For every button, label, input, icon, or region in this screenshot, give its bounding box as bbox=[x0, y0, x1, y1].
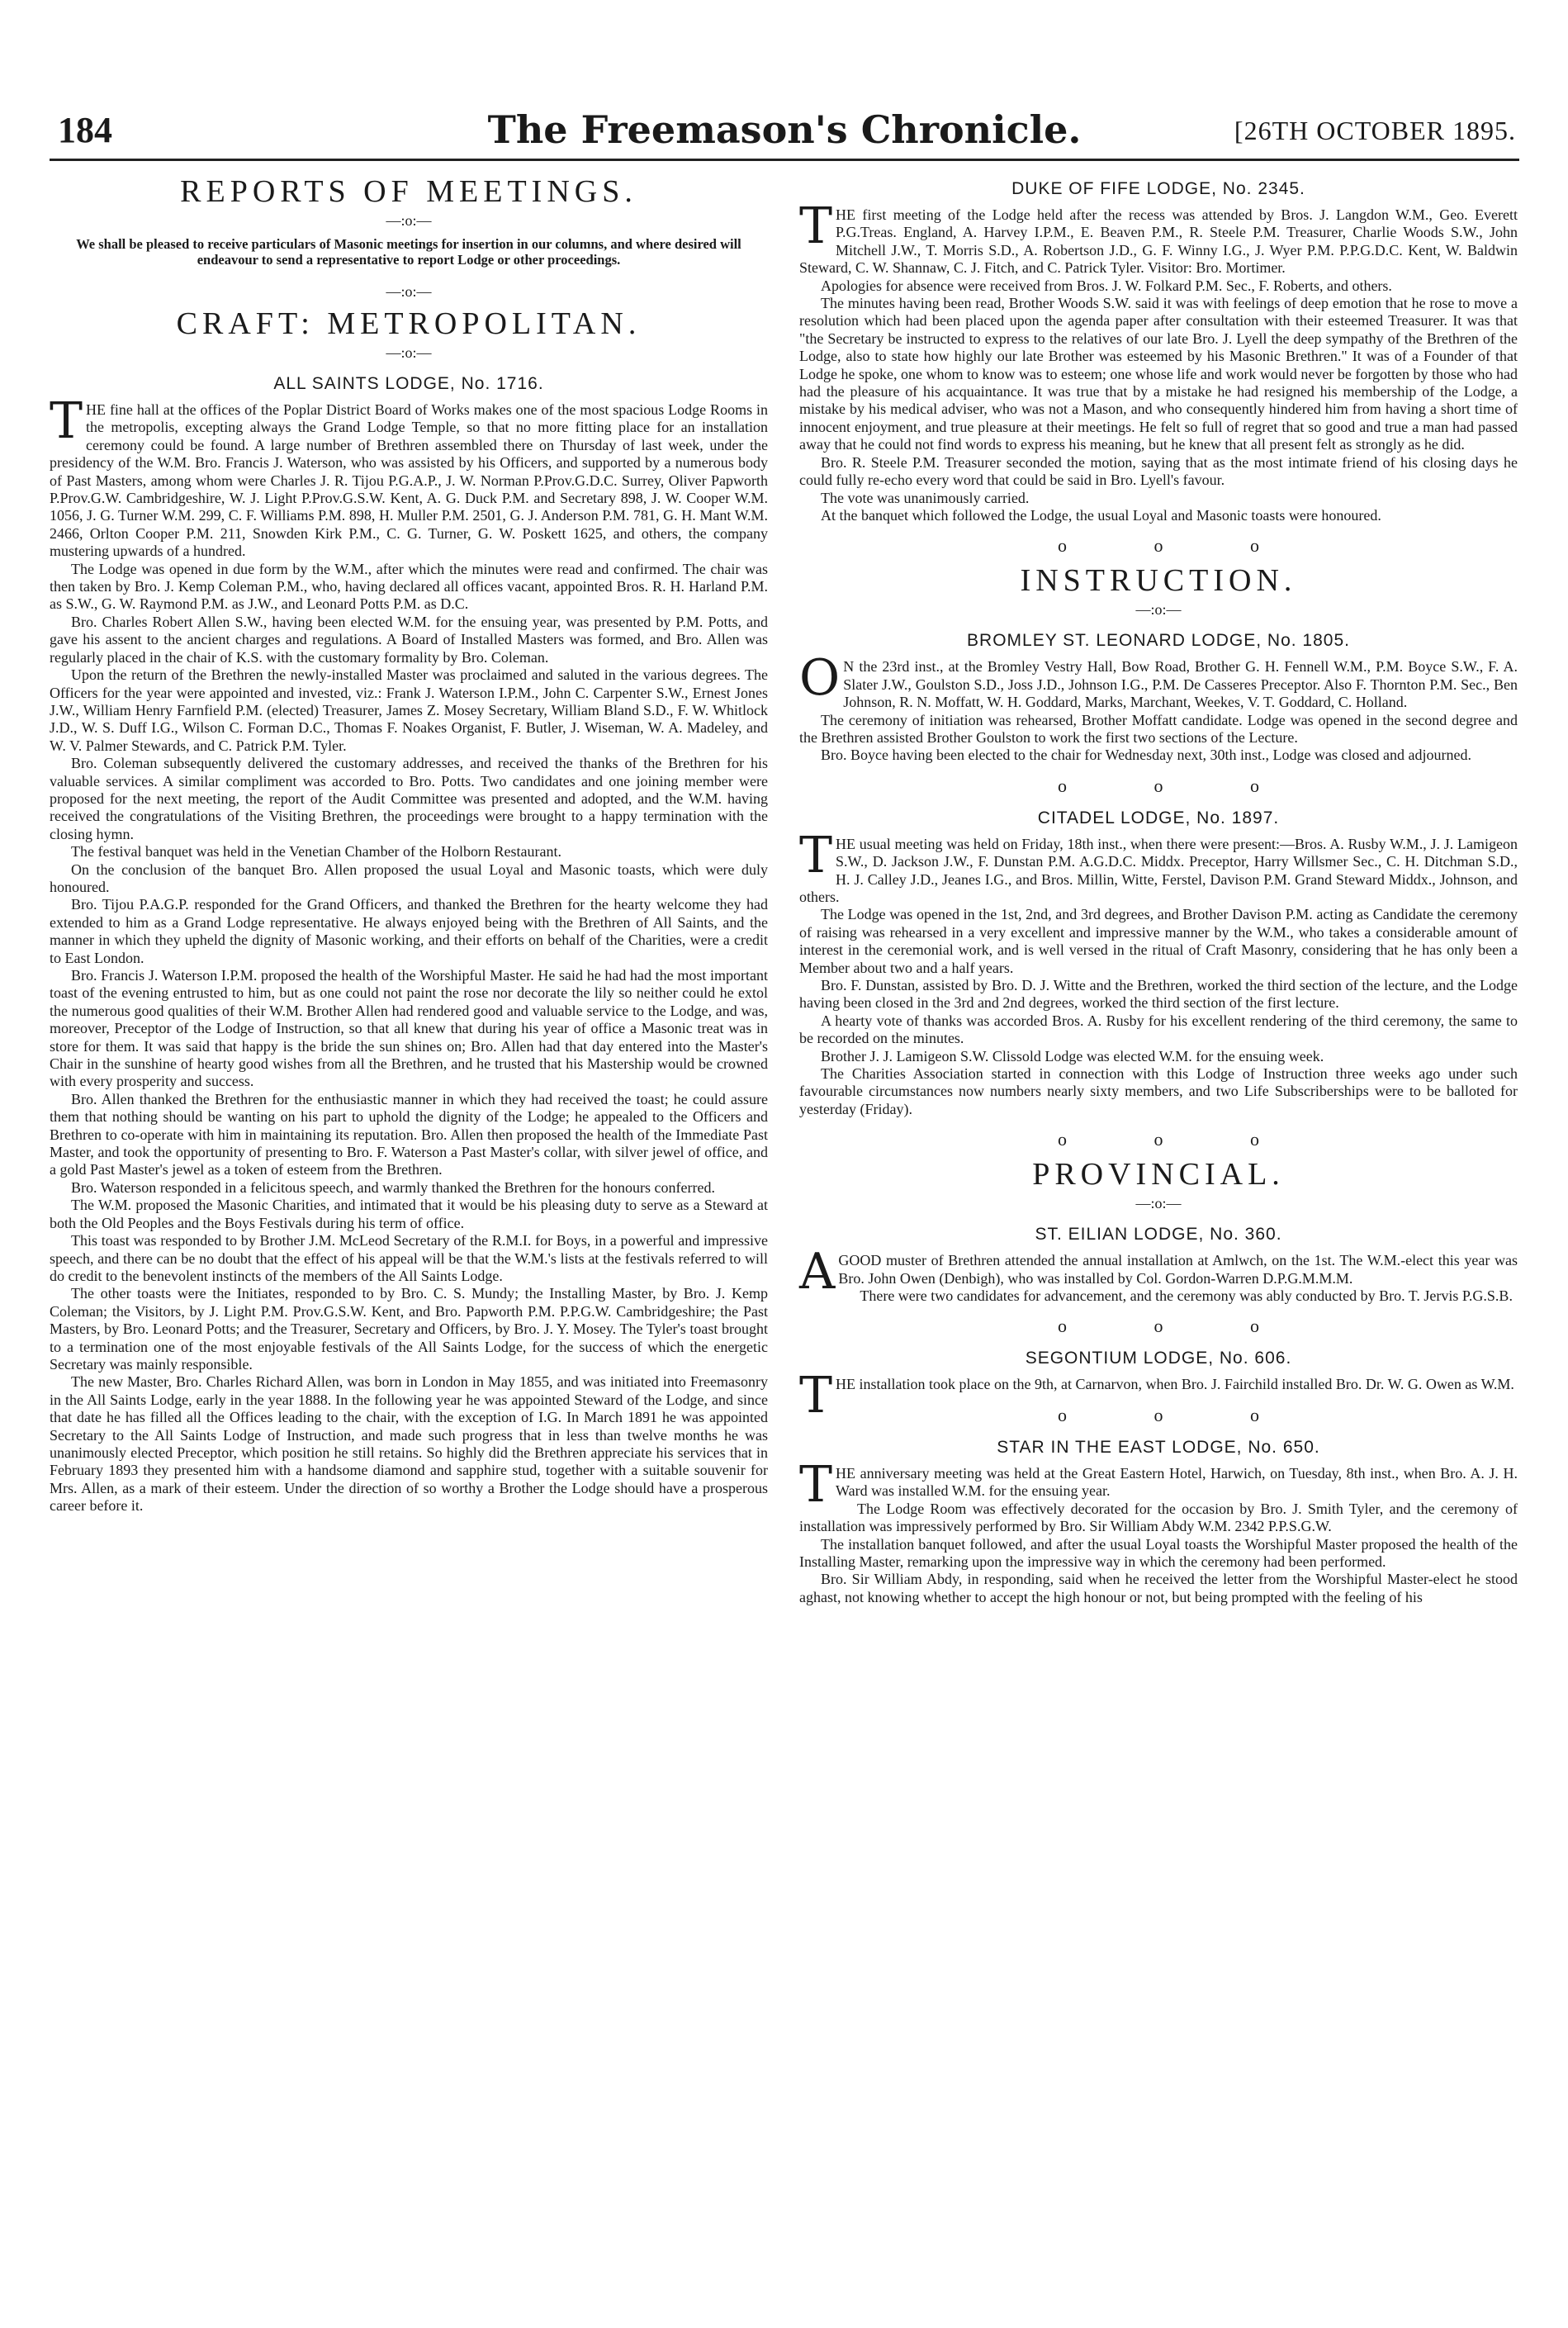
drop-cap: A bbox=[799, 1243, 836, 1301]
drop-cap: T bbox=[50, 392, 83, 450]
reports-heading: REPORTS OF MEETINGS. bbox=[180, 174, 637, 209]
drop-cap: T bbox=[799, 1455, 833, 1514]
all-saints-lodge-title: ALL SAINTS LODGE, No. 1716. bbox=[273, 374, 544, 393]
article-paragraph: The Lodge was opened in due form by the W.M., after which the minutes were read and confirmed. The chair was then taken by Bro. J. Kemp Coleman P.M., who, having declared all offices vacant, appointed Bros. R. H. Harland P.M. as S.W., G. W. Raymond P.M. as J.W., and Leonard Potts P.M. as D.C. bbox=[50, 560, 768, 613]
article-paragraph: Bro. Sir William Abdy, in responding, said when he received the letter from the Worshipful Master-elect he stood aghast, not knowing whether to accept the high honour or not, but being prompted with the feeling of his bbox=[799, 1571, 1518, 1605]
ornament-circles: o o o bbox=[1058, 775, 1300, 796]
article-paragraph: This toast was responded to by Brother J.M. McLeod Secretary of the R.M.I. for Boys, in a powerful and impressive speech, and there can be no doubt that the effect of his appeal will be that the W.M.'s lists at the festivals referred to will do credit to the benevolent instincts of the members of the All Saints Lodge. bbox=[50, 1232, 768, 1284]
article-paragraph: The minutes having been read, Brother Woods S.W. said it was with feelings of deep emotion that he rose to move a resolution which had been placed upon the agenda paper after consultation with their esteemed Treasurer. It was that "the Secretary be instructed to express to the relatives of our late Bro. J. Lyell the deep sympathy of the Brethren of the Lodge, also to state how highly our late Brother was esteemed by his Masonic Brethren." It was of a Founder of that Lodge he spoke, one whom to know was to esteem; one whose life and work would never be forgotten by those who had had the pleasure of his acquaintance. It was true that by a mistake he had resigned his membership of the Lodge, a mistake by his medical adviser, who was not a Mason, and who consequently hindered him from having a short time of innocent enjoyment, and true pleasure at their meetings. He felt so full of regret that so good and true a man had passed away that he could not find words to express his meaning, but he knew that all present felt as strongly as he did. bbox=[799, 295, 1518, 453]
article-paragraph: Bro. Coleman subsequently delivered the customary addresses, and received the thanks of the Brethren for his valuable services. A similar compliment was accorded to Bro. Potts. Two candidates and one joining member were proposed for the next meeting, the report of the Audit Committee was presented and adopted, and the W.M. having received the congratulations of the Visiting Brethren, the proceedings were brought to a happy termination with the closing hymn. bbox=[50, 755, 768, 842]
ornament-rule: —:o:— bbox=[1135, 601, 1182, 619]
article-paragraph: On the conclusion of the banquet Bro. Allen proposed the usual Loyal and Masonic toasts, which were duly honoured. bbox=[50, 861, 768, 895]
article-paragraph: Upon the return of the Brethren the newly-installed Master was proclaimed and saluted in the various degrees. The Officers for the year were appointed and invested, viz.: Frank J. Waterson I.P.M., John C. Carpenter S.W., Ernest Jones J.W., William Henry Farnfield P.M. (elected) Treasurer, James Z. Mosey Secretary, William Bland S.D., F. W. Whitlock J.D., W. S. Duff I.G., Wilson C. Forman D.C., Thomas F. Noakes Organist, F. Butler, J. Wiseman, W. A. Madeley, and W. V. Palmer Stewards, and C. Patrick P.M. Tyler. bbox=[50, 666, 768, 754]
article-paragraph: Bro. F. Dunstan, assisted by Bro. D. J. Witte and the Brethren, worked the third section of the lecture, and the Lodge having been closed in the 3rd and 2nd degrees, worked the third section of the first lecture. bbox=[799, 977, 1518, 1012]
instruction-heading: INSTRUCTION. bbox=[1020, 563, 1297, 599]
craft-metropolitan-heading: CRAFT: METROPOLITAN. bbox=[176, 306, 642, 341]
article-paragraph: The Charities Association started in connection with this Lodge of Instruction three weeks ago under such favourable circumstances now numbers nearly sixty members, and two Life Subscriberships were to be balloted for yesterday (Friday). bbox=[799, 1065, 1518, 1117]
drop-cap: O bbox=[799, 649, 841, 708]
article-paragraph: Bro. Tijou P.A.G.P. responded for the Grand Officers, and thanked the Brethren for the hearty welcome they had extended to him as a Grand Lodge representative. He always enjoyed being with the Brethren of All Saints, and the manner in which they upheld the dignity of Masonic working, and their efforts on behalf of the Charities, were a credit to East London. bbox=[50, 896, 768, 966]
citadel-lodge-title: CITADEL LODGE, No. 1897. bbox=[1037, 808, 1280, 827]
ornament-rule: —:o:— bbox=[1135, 1195, 1182, 1212]
publication-title: The Freemason's Chronicle. bbox=[487, 107, 1082, 152]
article-paragraph: At the banquet which followed the Lodge, the usual Loyal and Masonic toasts were honoured. bbox=[821, 506, 1381, 524]
article-paragraph: Bro. Boyce having been elected to the chair for Wednesday next, 30th inst., Lodge was closed and adjourned. bbox=[821, 747, 1471, 764]
article-paragraph: The vote was unanimously carried. bbox=[821, 489, 1030, 506]
ornament-circles: o o o bbox=[1058, 535, 1300, 557]
star-in-the-east-lodge-title: STAR IN THE EAST LODGE, No. 650. bbox=[997, 1437, 1320, 1457]
duke-of-fife-lodge-title: DUKE OF FIFE LODGE, No. 2345. bbox=[1011, 179, 1305, 198]
masthead bbox=[50, 107, 1519, 161]
provincial-heading: PROVINCIAL. bbox=[1032, 1157, 1285, 1192]
article-paragraph: O N the 23rd inst., at the Bromley Vestry Hall, Bow Road, Brother G. H. Fennell W.M., P.M. Boyce S.W., F. A. Slater J.W., Goulston S.D., Joss J.D., Johnson I.G., P.M. De Casseres Preceptor. Also F. Thornton P.M. Sec., Ben Johnson, R. N. Moffatt, W. H. Goddard, Marks, Marchant, Weekes, V. T. Goddard, C. Holland. bbox=[799, 649, 1518, 711]
article-paragraph: Bro. Charles Robert Allen S.W., having been elected W.M. for the ensuing year, was presented by P.M. Potts, and gave his assent to the ancient charges and regulations. A Board of Installed Masters was formed, and Bro. Allen was regularly placed in the chair of K.S. with the customary formality by Bro. Coleman. bbox=[50, 613, 768, 666]
reports-intro: We shall be pleased to receive particulars of Masonic meetings for insertion in our columns, and where desired will endeavour to send a representative to report Lodge or other proceedings. bbox=[76, 236, 741, 268]
ornament-rule: —:o:— bbox=[386, 344, 432, 361]
article-paragraph: THE fine hall at the offices of the Poplar District Board of Works makes one of the most spacious Lodge Rooms in the metropolis, excepting always the Grand Lodge Temple, so that no more fitting place for an installation ceremony could be found. A large number of Brethren assembled there on Thursday of last week, under the presidency of the W.M. Bro. Francis J. Waterson, who was assisted by his Officers, and supported by a numerous body of Past Masters, among whom were Charles J. R. Tijou P.G.A.P., J. W. Norman P.Prov.G.D.C. Surrey, Oliver Papworth P.Prov.G.W. Cambridgeshire, W. J. Light P.Prov.G.S.W. Kent, A. G. Duck P.M. and Secretary 898, J. W. Cooper W.M. 1056, J. G. Turner W.M. 299, C. F. Williams P.M. 898, H. Muller P.M. 2501, G. J. Anderson P.M. 781, G. H. Mant W.M. 2466, Orlton Cooper P.M. 211, Snowden Kirk P.M., C. G. Turner, G. W. Poskett 1625, and others, the company mustering upwards of a hundred. bbox=[50, 392, 768, 560]
article-paragraph: The installation banquet followed, and after the usual Loyal toasts the Worshipful Master proposed the health of the Installing Master, remarking upon the impressive way in which the ceremony had been performed. bbox=[799, 1535, 1518, 1570]
ornament-circles: o o o bbox=[1058, 1404, 1300, 1425]
article-paragraph: Bro. Allen thanked the Brethren for the enthusiastic manner in which they had received the toast; he could assure them that nothing should be wanting on his part to uphold the dignity of the Lodge; he appealed to the Officers and Brethren to co-operate with him in maintaining its reputation. Bro. Allen then proposed the health of the Immediate Past Master, and took the opportunity of presenting to Bro. F. Waterson a Past Master's collar, with silver jewel of office, and a gold Past Master's jewel as a token of esteem from the Brethren. bbox=[50, 1090, 768, 1178]
st-eilian-lodge-title: ST. EILIAN LODGE, No. 360. bbox=[1035, 1225, 1282, 1245]
article-paragraph: A hearty vote of thanks was accorded Bros. A. Rusby for his excellent rendering of the third ceremony, the same to be recorded on the minutes. bbox=[799, 1012, 1518, 1047]
drop-cap: T bbox=[799, 826, 833, 884]
article-paragraph: THE usual meeting was held on Friday, 18th inst., when there were present:—Bros. A. Rusby W.M., J. J. Lamigeon S.W., D. Jackson J.W., F. Dunstan P.M. A.G.D.C. Middx. Preceptor, Harry Willsmer Sec., C. H. Ditchman S.D., H. J. Calley J.D., Jeanes I.G., and Bros. Millin, Witte, Ferstel, Davison P.M. Grand Steward Middx., Johnson, and others. bbox=[799, 826, 1518, 905]
article-paragraph: Bro. Waterson responded in a felicitous speech, and warmly thanked the Brethren for the honours conferred. bbox=[71, 1178, 715, 1196]
article-paragraph: The other toasts were the Initiates, responded to by Bro. C. S. Mundy; the Installing Master, by Bro. J. Kemp Coleman; the Visitors, by J. Light P.M. Prov.G.S.W. Kent, and Bro. Papworth P.M. P.P.G.W. Cambridgeshire; the Past Masters, by Bro. Leonard Potts; and the Treasurer, Secretary and Officers, by Bro. J. Y. Mosey. The Tyler's toast brought to a termination one of the most enjoyable festivals of the All Saints Lodge, for the success of which the energetic Secretary was mainly responsible. bbox=[50, 1285, 768, 1373]
article-paragraph: There were two candidates for advancement, and the ceremony was ably conducted by Bro. T. Jervis P.G.S.B. bbox=[860, 1287, 1513, 1305]
article-paragraph: THE installation took place on the 9th, at Carnarvon, when Bro. J. Fairchild installed Bro. Dr. W. G. Owen as W.M. bbox=[799, 1367, 1514, 1425]
left-column bbox=[50, 173, 768, 1515]
article-paragraph: Bro. R. Steele P.M. Treasurer seconded the motion, saying that as the most intimate friend of his closing days he could fully re-echo every word that could be said in Bro. Lyell's favour. bbox=[799, 453, 1518, 489]
page-number: 184 bbox=[58, 110, 112, 150]
article-paragraph: The W.M. proposed the Masonic Charities, and intimated that it would be his pleasing duty to serve as a Steward at both the Old Peoples and the Boys Festivals during his term of office. bbox=[50, 1197, 768, 1231]
right-column bbox=[799, 173, 1518, 1606]
bromley-lodge-title: BROMLEY ST. LEONARD LODGE, No. 1805. bbox=[967, 631, 1350, 651]
article-paragraph: The Lodge Room was effectively decorated for the occasion by Bro. J. Smith Tyler, and the ceremony of installation was impressively performed by Bro. Sir William Abdy W.M. 2342 P.P.S.G.W. bbox=[799, 1500, 1518, 1535]
article-paragraph: Apologies for absence were received from Bros. J. W. Folkard P.M. Sec., F. Roberts, and others. bbox=[821, 277, 1392, 294]
issue-date: [26TH OCTOBER 1895. bbox=[1234, 116, 1516, 145]
ornament-circles: o o o bbox=[1058, 1129, 1300, 1150]
ornament-rule: —:o:— bbox=[386, 283, 432, 300]
drop-cap: T bbox=[799, 1367, 833, 1425]
article-paragraph: The new Master, Bro. Charles Richard Allen, was born in London in May 1855, and was initiated into Freemasonry in the All Saints Lodge, early in the year 1888. In the following year he was appointed Steward of the Lodge, and since that date he has filled all the Offices leading to the chair, with the exception of I.G. In March 1891 he was appointed Secretary to the All Saints Lodge of Instruction, and made such progress that in less than twelve months he was unanimously elected Preceptor, which position he still retains. So highly did the Brethren appreciate his services that in February 1893 they presented him with a handsome diamond and sapphire stud, together with a suitable souvenir for Mrs. Allen, as a mark of their esteem. Under the direction of so worthy a Brother the Lodge should have a prosperous career before it. bbox=[50, 1373, 768, 1515]
article-paragraph: THE anniversary meeting was held at the Great Eastern Hotel, Harwich, on Tuesday, 8th inst., when Bro. A. J. H. Ward was installed W.M. for the ensuing year. bbox=[799, 1455, 1518, 1514]
segontium-lodge-title: SEGONTIUM LODGE, No. 606. bbox=[1025, 1349, 1292, 1368]
article-paragraph: THE first meeting of the Lodge held after the recess was attended by Bros. J. Langdon W.M., Geo. Everett P.G.Treas. England, A. Harvey I.P.M., E. Beaven P.M., R. Steele P.M. Treasurer, Charlie Woods S.W., John Mitchell J.W., T. Morris S.D., A. Robertson J.D., G. F. Winny I.G., J. Wyer P.M. P.P.G.D.C. Kent, W. Baldwin Steward, C. W. Shannaw, C. J. Fitch, and C. Patrick Tyler. Visitor: Bro. Mortimer. bbox=[799, 197, 1518, 277]
article-paragraph: AGOOD muster of Brethren attended the annual installation at Amlwch, on the 1st. The W.M.-elect this year was Bro. John Owen (Denbigh), who was installed by Col. Gordon-Warren D.P.G.M.M.M. bbox=[799, 1243, 1518, 1301]
article-paragraph: Brother J. J. Lamigeon S.W. Clissold Lodge was elected W.M. for the ensuing week. bbox=[821, 1047, 1324, 1064]
article-paragraph: The Lodge was opened in the 1st, 2nd, and 3rd degrees, and Brother Davison P.M. acting as Candidate the ceremony of raising was rehearsed in a very excellent and impressive manner by the W.M., who takes a considerable amount of interest in the ceremonial work, and is well versed in the ritual of Craft Masonry, considering that he has only been a Member about two and a half years. bbox=[799, 906, 1518, 976]
ornament-rule: —:o:— bbox=[386, 212, 432, 229]
drop-cap: T bbox=[799, 197, 833, 255]
article-paragraph: The ceremony of initiation was rehearsed, Brother Moffatt candidate. Lodge was opened in the second degree and the Brethren assisted Brother Goulston to work the first two sections of the Lecture. bbox=[799, 711, 1518, 746]
ornament-circles: o o o bbox=[1058, 1316, 1300, 1337]
article-paragraph: The festival banquet was held in the Venetian Chamber of the Holborn Restaurant. bbox=[71, 843, 561, 861]
article-paragraph: Bro. Francis J. Waterson I.P.M. proposed the health of the Worshipful Master. He said he had had the most important toast of the evening entrusted to him, but as one could not paint the rose nor decorate the lily so neither could he extol the numerous good qualities of their W.M. Brother Allen had rendered good and valuable service to the Lodge, and was, moreover, Preceptor of the Lodge of Instruction, so that all knew that during his year of office a Masonic treat was in store for them. It was said that happy is the bride the sun shines on; Bro. Allen had that day entered into the Master's Chair in the sunshine of hearty good wishes from all the Brethren, and he trusted that his Mastership would be crowned with every prosperity and success. bbox=[50, 967, 768, 1090]
